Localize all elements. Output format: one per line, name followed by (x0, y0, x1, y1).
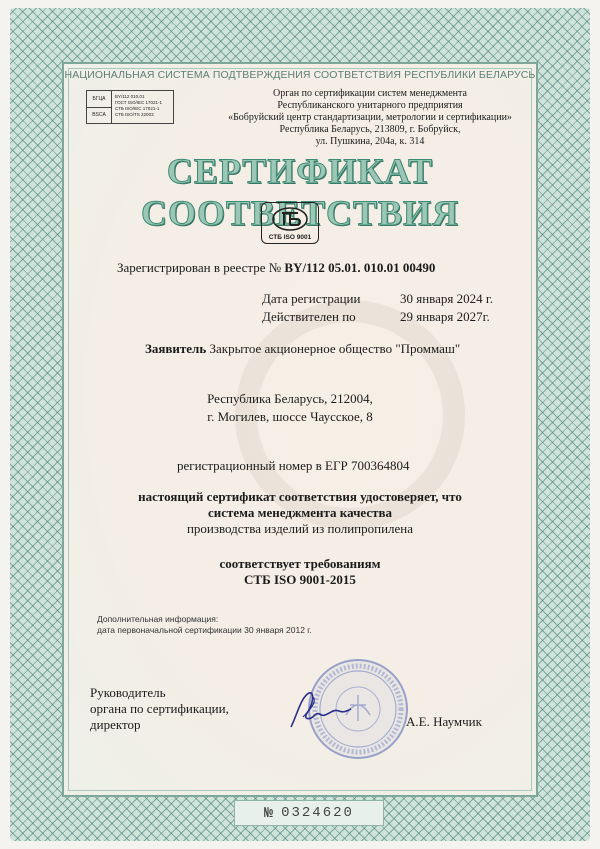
stb-logo-text: СТБ ISO 9001 (268, 234, 312, 241)
organ-line: Республиканского унитарного предприятия (277, 100, 463, 111)
mark-line: ГОСТ ISO/IEC 17021-1 (115, 100, 163, 105)
statement-line-3: производства изделий из полипропилена (186, 521, 414, 536)
signer-name: А.Е. Наумчик (406, 714, 482, 729)
applicant-name: Закрытое акционерное общество "Проммаш" (206, 341, 461, 356)
organ-line: ул. Пушкина, 204а, к. 314 (315, 136, 425, 147)
registry-number: BY/112 05.01. 010.01 00490 (284, 260, 436, 275)
statement-line-1: настоящий сертификат соответствия удостоверяет, что (138, 489, 462, 504)
organ-line: «Бобруйский центр стандартизации, метрологии и сертификации» (228, 112, 512, 123)
serial-number: 0324620 (281, 805, 354, 821)
applicant-line (145, 341, 460, 357)
certification-body-info (200, 88, 540, 148)
valid-until-label: Действителен по (262, 309, 356, 324)
valid-until-value: 29 января 2027г. (400, 309, 490, 324)
mark-top-left: БГЦА (87, 91, 111, 108)
stb-emblem-icon (270, 206, 310, 232)
additional-info-label: Дополнительная информация: (97, 614, 219, 624)
signatory-line: директор (90, 717, 141, 732)
organ-line: Орган по сертификации систем менеджмента (273, 88, 467, 99)
signatory-line: Руководитель (90, 685, 166, 700)
registration-date-value: 30 января 2024 г. (400, 291, 494, 306)
additional-info (97, 614, 312, 636)
standard-name: СТБ ISO 9001-2015 (244, 572, 356, 587)
applicant-label: Заявитель (145, 341, 207, 356)
national-system-heading: НАЦИОНАЛЬНАЯ СИСТЕМА ПОДТВЕРЖДЕНИЯ СООТВЕТСТВИЯ РЕСПУБЛИКИ БЕЛАРУСЬ (64, 69, 536, 81)
accreditation-mark (86, 90, 174, 124)
registry-line (117, 260, 435, 276)
address-line-1: Республика Беларусь, 212004, (207, 391, 373, 406)
registration-date-label: Дата регистрации (262, 291, 361, 306)
mark-bottom-left: BSCA (92, 112, 106, 119)
mark-line: СТБ ISO/IEC 17021-1 (115, 106, 160, 111)
additional-info-text: дата первоначальной сертификации 30 января 2012 г. (97, 625, 312, 635)
stb-logo (261, 202, 319, 244)
organ-line: Республика Беларусь, 213809, г. Бобруйск, (279, 124, 461, 135)
mark-line: BY/112 010.01 (115, 94, 145, 99)
signatory-title (90, 685, 229, 733)
serial-number-box (234, 800, 384, 826)
egr-number: регистрационный номер в ЕГР 700364804 (177, 458, 410, 473)
signatory-line: органа по сертификации, (90, 701, 229, 716)
registry-prefix: Зарегистрирован в реестре № (117, 260, 285, 275)
serial-number-prefix: № (264, 804, 274, 822)
statement-line-2: система менеджмента качества (207, 505, 393, 520)
handwritten-signature-icon (283, 687, 353, 733)
statement-line-4: соответствует требованиям (219, 556, 381, 571)
mark-line: СТБ ISO/TS 22003 (115, 112, 154, 117)
address-line-2: г. Могилев, шоссе Чаусское, 8 (207, 409, 373, 424)
certificate-title: СЕРТИФИКАТ СООТВЕТСТВИЯ (140, 151, 460, 233)
